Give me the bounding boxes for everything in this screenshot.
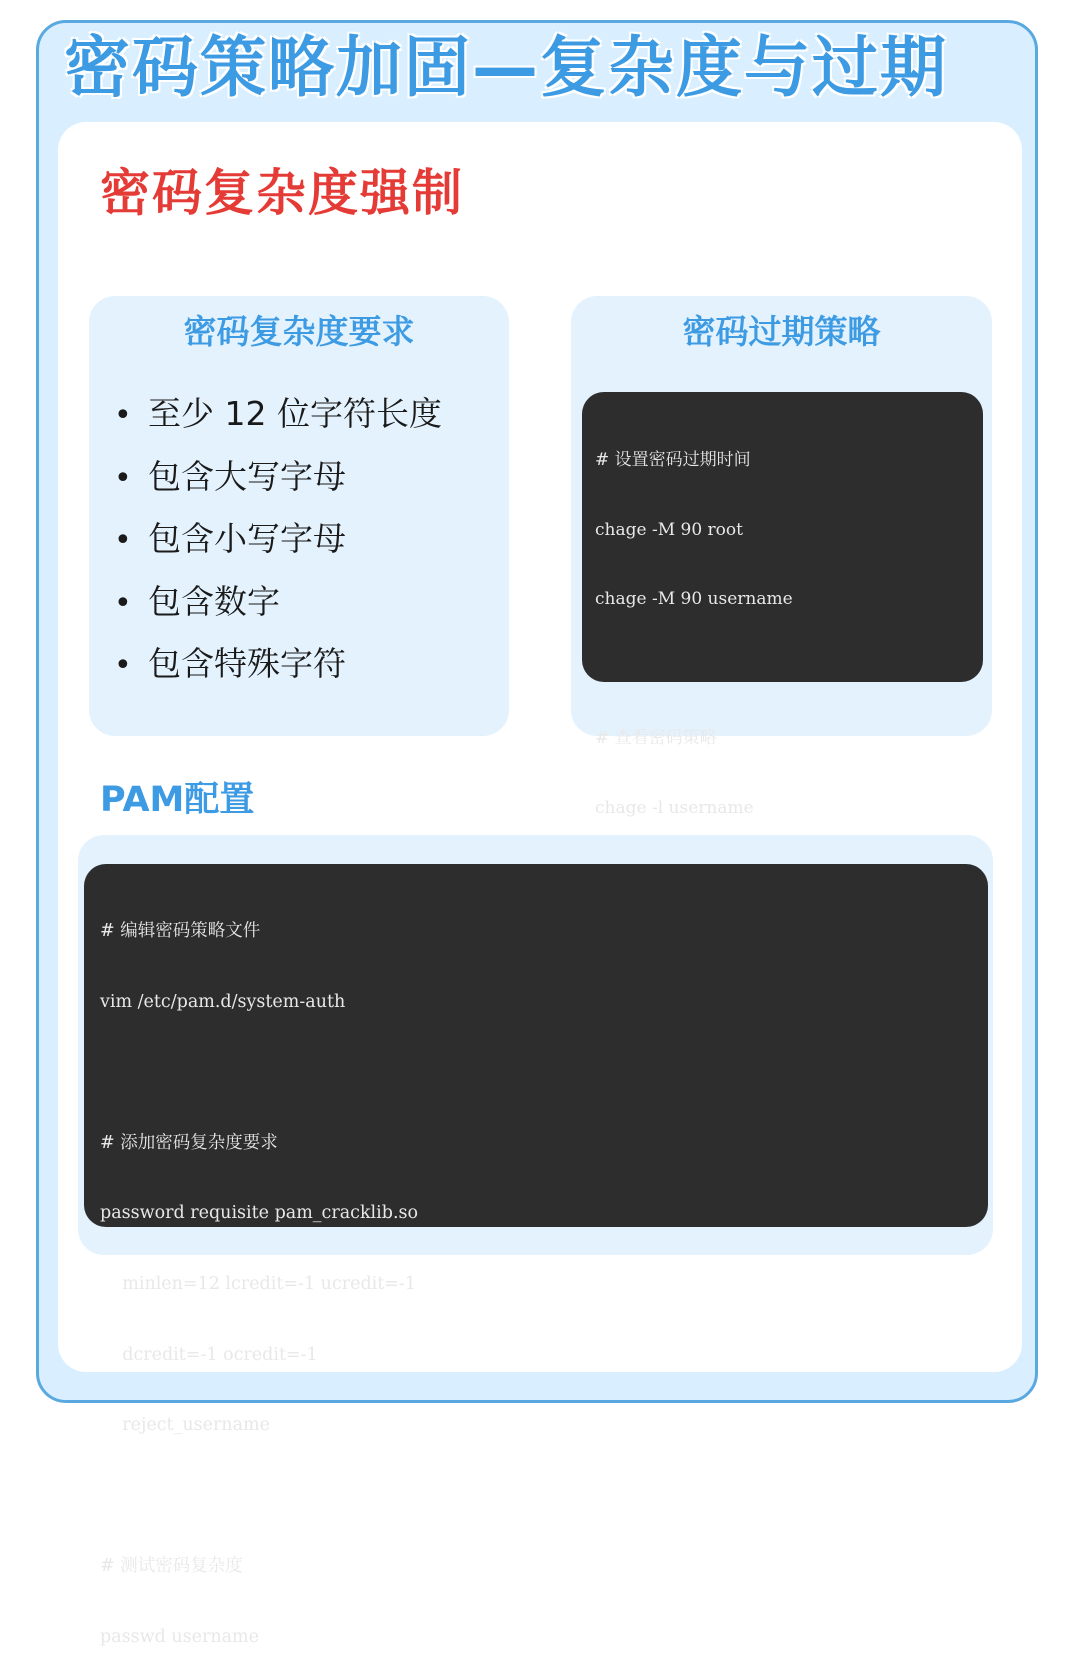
expiry-code-block: [582, 392, 983, 818]
code-line: chage -l username: [595, 797, 754, 818]
code-line: # 查看密码策略: [595, 728, 717, 749]
requirements-list: [114, 383, 442, 696]
list-item-text: 至少 12 位字符长度: [148, 394, 442, 433]
list-item-text: 包含大写字母: [148, 456, 346, 496]
code-line: reject_username: [100, 1415, 270, 1436]
code-line: vim /etc/pam.d/system-auth: [100, 991, 346, 1012]
list-item: [114, 633, 442, 696]
list-item-text: 包含特殊字符: [148, 644, 346, 683]
code-line: chage -M 90 root: [595, 519, 743, 540]
expiry-heading: 密码过期策略: [682, 312, 881, 351]
code-line: [100, 1481, 988, 1512]
code-line: [100, 1057, 988, 1088]
list-item: [114, 446, 442, 509]
code-line: minlen=12 lcredit=-1 ucredit=-1: [100, 1273, 416, 1294]
code-line: dcredit=-1 ocredit=-1: [100, 1344, 318, 1365]
bullet-icon: •: [114, 398, 132, 433]
bullet-icon: •: [114, 585, 132, 621]
bullet-icon: •: [114, 523, 132, 558]
list-item: [114, 383, 442, 446]
pam-heading: PAM配置: [100, 780, 255, 820]
bullet-icon: •: [114, 648, 132, 683]
code-line: [595, 655, 983, 685]
list-item-text: 包含小写字母: [148, 519, 346, 558]
code-line: chage -M 90 username: [595, 589, 793, 610]
code-line: passwd username: [100, 1626, 259, 1647]
code-line: # 编辑密码策略文件: [100, 921, 261, 941]
code-line: # 测试密码复杂度: [100, 1556, 243, 1577]
code-line: # 设置密码过期时间: [595, 450, 751, 470]
pam-code-block: [84, 864, 988, 1647]
bullet-icon: •: [114, 460, 132, 496]
code-line: password requisite pam_cracklib.so: [100, 1203, 419, 1224]
code-line: # 添加密码复杂度要求: [100, 1132, 278, 1153]
list-item-text: 包含数字: [148, 581, 280, 621]
page-title: 密码策略加固—复杂度与过期: [64, 29, 948, 106]
list-item: [114, 571, 442, 634]
requirements-heading: 密码复杂度要求: [183, 312, 415, 351]
section-title: 密码复杂度强制: [100, 164, 464, 222]
list-item: [114, 508, 442, 571]
